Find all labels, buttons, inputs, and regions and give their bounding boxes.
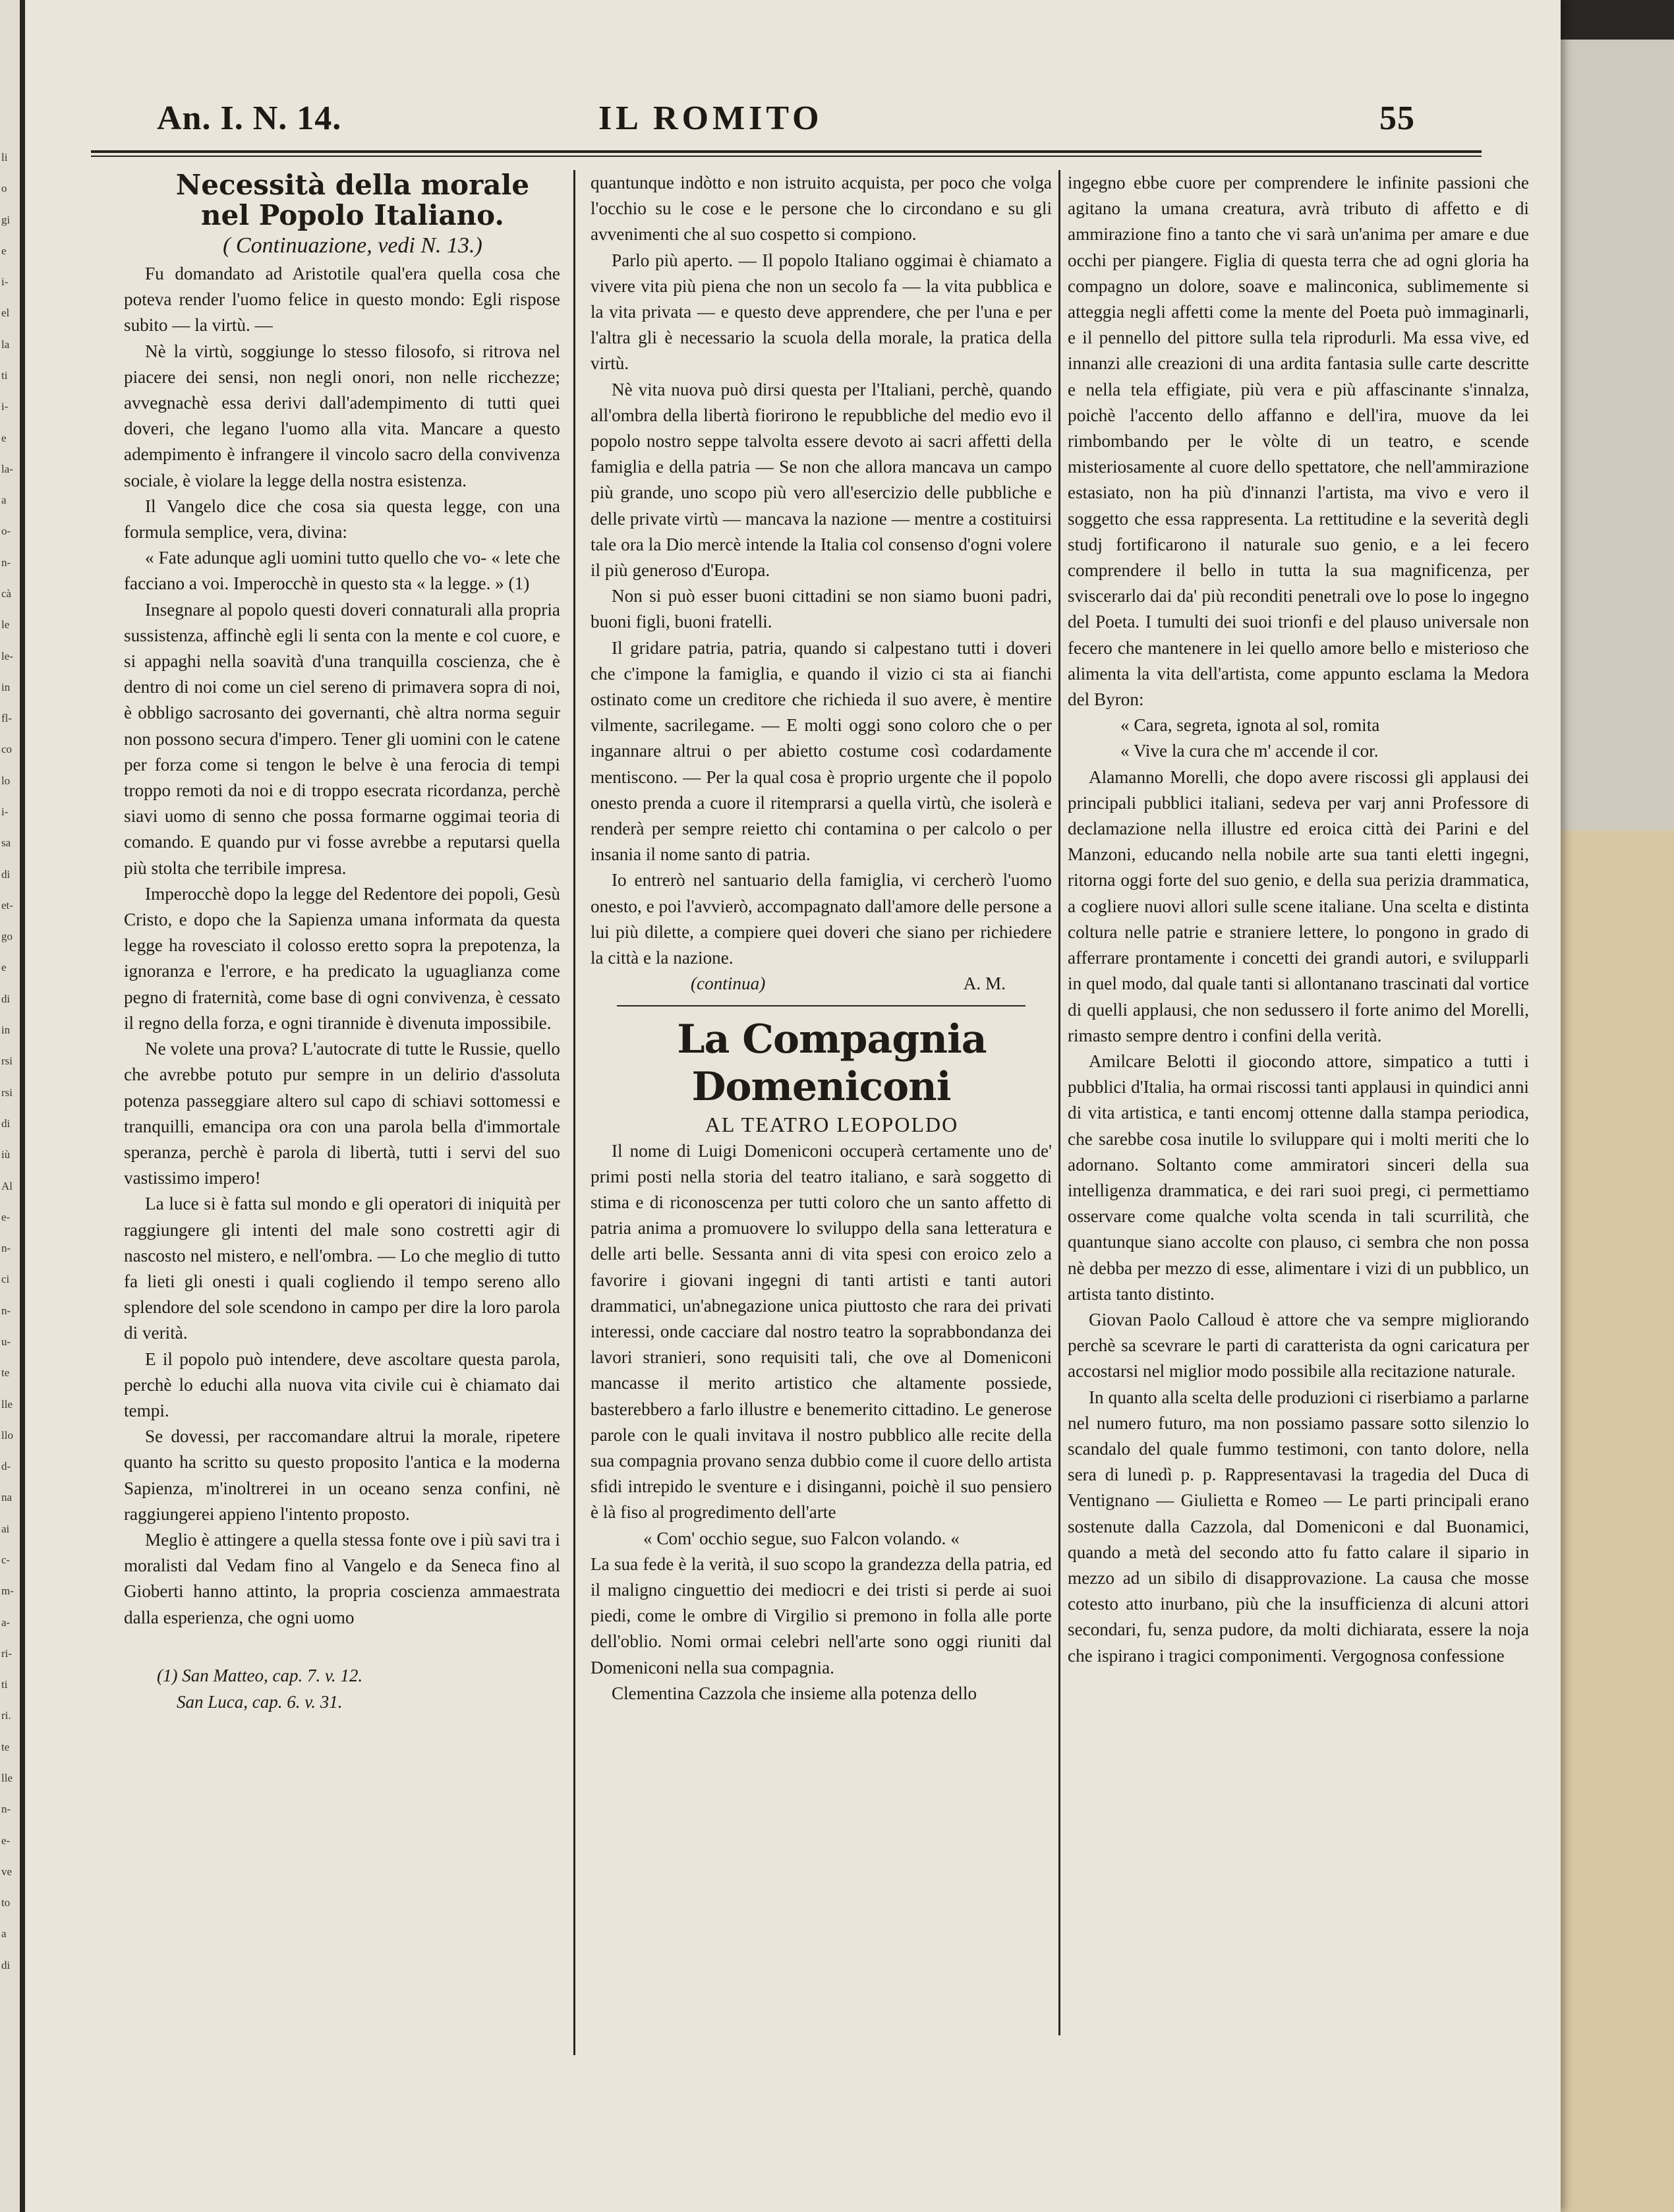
edge-text-fragment: rsi xyxy=(1,1055,13,1068)
edge-text-fragment: lle xyxy=(1,1397,13,1411)
edge-text-fragment: u- xyxy=(1,1335,11,1348)
edge-text-fragment: fl- xyxy=(1,712,13,725)
footnote-line: (1) San Matteo, cap. 7. v. 12. xyxy=(157,1665,363,1685)
newspaper-title: IL ROMITO xyxy=(598,100,823,137)
paragraph: In quanto alla scelta delle produzioni ci riserbiamo a parlarne nel numero futuro, ma non possiamo passare sotto silenzio lo scandalo del quale fummo testimoni, con tanto dolore, nella sera di lunedì p. p. Rappresentavasi la tragedia del Duca di Ventignano — Giulietta e Romeo — Le parti principali erano sostenute dalla Cazzola, dal Domeniconi e dal Buonamici, quando a metà del secondo atto fu fatto calare il sipario in mezzo ad un sibilo di disapprovazione. La causa che mosse cotesto atto inurbano, più che la insufficienza di alcuni attori secondari, fu, senza pudore, da molti dichiarata, essere la noja che ispirano i tragici componimenti. Vergognosa confessione xyxy=(1068,1387,1529,1666)
edge-text-fragment: ai xyxy=(1,1522,10,1535)
edge-text-fragment: di xyxy=(1,867,11,881)
article-subtitle: AL TEATRO LEOPOLDO xyxy=(705,1112,959,1136)
quote: « Cara, segreta, ignota al sol, romita xyxy=(1120,715,1380,736)
continua-label: (continua) xyxy=(691,974,766,994)
paragraph: Il gridare patria, patria, quando si calpestano tutti i doveri che c'impone la famiglia, e quando il vizio ci sta ai fianchi ostinato come un creditore che richieda il suo avere, è mentire vilmente, sacrilegame. — E molti oggi sono coloro che o per ingannare altrui o per abietto costume così codardamente mentiscono. — Per la qual cosa è proprio urgente che il popolo onesto prenda a cuore il ritemprarsi a quella virtù, che isolerà e renderà per sempre reietto chi contamina o per calcolo o per insania il nome santo di patria. xyxy=(591,637,1052,865)
paragraph: Se dovessi, per raccomandare altrui la morale, ripetere quanto ha scritto su questo proposito l'antica e la moderna Sapienza, m'inoltrerei in un oceano senza confini, nè raggiungerei appieno l'intento proposto. xyxy=(124,1426,560,1524)
edge-text-fragment: o- xyxy=(1,525,11,538)
edge-text-fragment: le- xyxy=(1,649,13,662)
edge-text-fragment: gi xyxy=(1,213,11,226)
paragraph: Io entrerò nel santuario della famiglia, vi cercherò l'uomo onesto, e poi l'avvierò, accompagnato dall'amore delle persone a lui più dilette, a compiere quei doveri che siano per richiedere la città e la nazione. xyxy=(591,870,1052,968)
paragraph: Non si può esser buoni cittadini se non siamo buoni padri, buoni figli, buoni fratelli. xyxy=(591,586,1052,632)
masthead-rule-thin xyxy=(91,156,1482,157)
edge-text-fragment: la- xyxy=(1,462,13,475)
edge-text-fragment: sa xyxy=(1,836,11,850)
edge-text-fragment: el xyxy=(1,306,10,320)
edge-text-fragment: ti xyxy=(1,1678,8,1691)
paragraph: Insegnare al popolo questi doveri connaturali alla propria sussistenza, affinchè egli li senta con la mente e col cuore, e si appaghi nella soavità d'una tranquilla coscienza, che è dentro di noi come un ciel sereno di primavera sopra di noi, è obbligo sacrosanto dei governanti, chè altra norma seguir non possono secura d'impero. Tener gli uomini con le catene per forza come si tengon le belve è una ferocia di tempi troppo remoti da noi e di troppo esecrata ricordanza, perchè siavi uomo di senno che possa formarne oggimai teoria di comando. E quando pur vi fosse avrebbe a reputarsi quella più stolta che terribile impresa. xyxy=(124,599,560,878)
column-rule xyxy=(573,170,575,2055)
edge-text-fragment: di xyxy=(1,1117,11,1130)
edge-text-fragment: d- xyxy=(1,1460,11,1473)
column-3 xyxy=(1068,170,1529,1669)
edge-text-fragment: a xyxy=(1,494,7,507)
article-title-line-1: Necessità della morale xyxy=(175,169,530,201)
edge-text-fragment: rsi xyxy=(1,1086,13,1099)
edge-text-fragment: ci xyxy=(1,1273,10,1286)
paragraph: Il Vangelo dice che cosa sia questa legge, con una formula semplice, vera, divina: xyxy=(124,496,560,542)
quote: « Com' occhio segue, suo Falcon volando. « xyxy=(643,1528,960,1548)
edge-text-fragment: la xyxy=(1,337,10,351)
edge-text-fragment: et- xyxy=(1,898,13,912)
paragraph: Nè vita nuova può dirsi questa per l'Italiani, perchè, quando all'ombra della libertà fiorirono le repubbliche del medio evo il popolo nostro seppe talvolta essere devoto ai sacri affetti della famiglia e della patria — Se non che allora mancava un campo più grande, uno scopo più vero all'esercizio delle pubbliche e delle private virtù — mancava la nazione — mentre a costituirsi tale ora la Dio mercè intende la Italia col consenso d'ogni volere il più generoso d'Europa. xyxy=(591,379,1052,581)
edge-text-fragment: e- xyxy=(1,1210,11,1223)
edge-text-fragment: go xyxy=(1,930,13,943)
edge-text-fragment: n- xyxy=(1,556,11,569)
issue-number: An. I. N. 14. xyxy=(157,100,342,137)
article-title-line-2: nel Popolo Italiano. xyxy=(200,199,505,231)
edge-text-fragment: a xyxy=(1,1927,7,1940)
author-signature: A. M. xyxy=(963,974,1006,994)
column-rule xyxy=(1058,170,1060,2035)
edge-text-fragment: in xyxy=(1,680,11,693)
paragraph: Fu domandato ad Aristotile qual'era quella cosa che poteva render l'uomo felice in questo mondo: Egli rispose subito — la virtù. — xyxy=(124,264,560,335)
edge-text-fragment: e xyxy=(1,431,7,444)
edge-text-fragment: to xyxy=(1,1896,11,1909)
paragraph: Il nome di Luigi Domeniconi occuperà certamente uno de' primi posti nella storia del teatro italiano, e sarà soggetto di stima e di riconoscenza per tutti coloro che un santo affetto di patria anima a promuovere lo sviluppo della sana letteratura e delle arti belle. Sessanta anni di vita spesi con eroico zelo a favorire i giovani ingegni di tanti artisti e tanti autori drammatici, un'abnegazione unica piuttosto che rara dei privati interessi, onde cacciare dal nostro teatro la soprabbondanza dei lavori stranieri, sono requisiti tali, che ove al Domeniconi mancasse il merito artistico che altamente possiede, basterebbero a farlo illustre e benemerito cittadino. Le generose parole con le quali invitava il nostro pubblico alle recite della sua compagnia provano senza dubbio come il cuore dello artista sfidi intrepido le sventure e i disinganni, poichè il suo pensiero è là fiso al progredimento dell'arte xyxy=(591,1140,1052,1523)
edge-text-fragment: in xyxy=(1,1024,11,1037)
paragraph: Imperocchè dopo la legge del Redentore dei popoli, Gesù Cristo, e dopo che la Sapienza umana informata da questa legge ha rovesciato il colosso eretto sopra la prepotenza, la ignoranza e l'errore, e ha predicato la uguaglianza come pegno di fraternità, come base di ogni convivenza, è cessato il regno della forza, e ogni tirannide è divenuta impossibile. xyxy=(124,883,560,1033)
edge-text-fragment: o xyxy=(1,182,7,195)
edge-text-fragment: lo xyxy=(1,774,11,787)
edge-text-fragment: e xyxy=(1,961,7,974)
paragraph: « Fate adunque agli uomini tutto quello che vo- « lete che facciano a voi. Imperocchè in questo sta « la legge. » (1) xyxy=(124,548,560,594)
paragraph: La luce si è fatta sul mondo e gli operatori di iniquità per raggiungere gli intenti del male sono costretti agir di nascosto nel mistero, e nell'ombra. — Lo che meglio di tutto fa lieti gli onesti i quali cogliendo il tempo sereno allo splendore del sole scendono in campo per dire la loro parola di verità. xyxy=(124,1194,560,1343)
edge-text-fragment: ve xyxy=(1,1865,13,1878)
paragraph: Alamanno Morelli, che dopo avere riscossi gli applausi dei principali pubblici italiani, sedeva per varj anni Professore di declamazione nella illustre ed eroica città dei Parini e del Manzoni, educando nella nobile arte sua tanti eletti ingegni, ritorna oggi forte del suo genio, e della sua perizia drammatica, a cogliere nuovi allori sulle scene italiane. Una scelta e distinta coltura nelle patrie e straniere lettere, lo pongono in grado di afferrare prontamente i concetti dei grandi autori, e svilupparli in quel modo, dal quale tanti si allontanano trascinati dal vortice di quelli applausi, che non sedussero il forte animo del Morelli, rimasto sempre dentro i confini della verità. xyxy=(1068,767,1529,1045)
edge-text-fragment: e- xyxy=(1,1834,11,1847)
column-1 xyxy=(124,170,560,1715)
paragraph: Clementina Cazzola che insieme alla potenza dello xyxy=(612,1683,977,1703)
article-title: La Compagnia Domeniconi xyxy=(677,1016,987,1110)
edge-text-fragment: n- xyxy=(1,1242,11,1255)
edge-text-fragment: li xyxy=(1,151,8,163)
edge-text-fragment: iù xyxy=(1,1148,11,1161)
edge-text-fragment: i- xyxy=(1,400,9,413)
paragraph: Amilcare Belotti il giocondo attore, simpatico a tutti i pubblici d'Italia, ha ormai riscossi tanti applausi in quindici anni di vita artistica, e tanti encomj ottenne dalla stampa periodica, che sarebbe cosa inutile lo sviluppare qui i molti meriti che lo adornano. Soltanto come ammiratori sinceri della sua intelligenza drammatica, e dei rari suoi pregi, ci permettiamo osservare come qualche volta scenda in tali scurrilità, che quantunque siano accolte con plauso, ci sembra che non possa nè debba per mezzo di esse, alimentare i vizi di un pubblico, un artista tanto distinto. xyxy=(1068,1051,1529,1304)
signature-line xyxy=(591,971,1052,997)
edge-text-fragment: n- xyxy=(1,1803,11,1816)
edge-text-fragment: na xyxy=(1,1491,13,1504)
article-subtitle: ( Continuazione, vedi N. 13.) xyxy=(223,233,482,258)
column-2 xyxy=(591,170,1052,1706)
newspaper-page xyxy=(25,0,1561,2212)
edge-text-fragment: ri. xyxy=(1,1709,11,1722)
edge-text-fragment: llo xyxy=(1,1428,13,1441)
edge-text-fragment: a- xyxy=(1,1615,11,1629)
edge-text-fragment: c- xyxy=(1,1553,11,1566)
page-number: 55 xyxy=(1379,100,1415,137)
paragraph: Parlo più aperto. — Il popolo Italiano oggimai è chiamato a vivere vita più piena che non un secolo fa — la vita pubblica e la vita privata — e questo deve apprendere, che per l'una e per l'altra gli è necessario la scuola della morale, la pratica della virtù. xyxy=(591,250,1052,374)
edge-text-fragment: le xyxy=(1,618,10,631)
edge-text-fragment: i- xyxy=(1,805,9,819)
edge-text-fragment: di xyxy=(1,1958,11,1971)
paragraph: quantunque indòtto e non istruito acquista, per poco che volga l'occhio su le cose e le persone che lo circondano e su gli avvenimenti che al suo cospetto si compiono. xyxy=(591,173,1052,245)
paragraph: E il popolo può intendere, deve ascoltare questa parola, perchè lo educhi alla nuova vita civile cui è chiamato dai tempi. xyxy=(124,1349,560,1420)
edge-text-fragment: te xyxy=(1,1740,10,1753)
footnote xyxy=(124,1662,560,1715)
edge-text-fragment: lle xyxy=(1,1771,13,1784)
paragraph: Meglio è attingere a quella stessa fonte ove i più savi tra i moralisti dal Vedam fino al Vangelo e da Seneca fino al Gioberti hanno attinto, la propria coscienza ammaestrata dalla esperienza, che ogni uomo xyxy=(124,1529,560,1627)
masthead-rule xyxy=(91,150,1482,153)
edge-text-fragment: i- xyxy=(1,276,9,289)
footnote-line: San Luca, cap. 6. v. 31. xyxy=(177,1691,343,1712)
edge-text-fragment: di xyxy=(1,992,11,1005)
edge-text-fragment: m- xyxy=(1,1585,14,1598)
edge-text-fragment: e xyxy=(1,244,7,257)
edge-text-fragment: Al xyxy=(1,1179,13,1192)
article-separator xyxy=(617,1005,1025,1006)
paragraph: La sua fede è la verità, il suo scopo la grandezza della patria, ed il maligno cinguettio dei mediocri e dei tristi si perde ai suoi piedi, come le ombre di Virgilio si premono in folla alle porte dell'oblio. Nomi ormai celebri nell'arte sono oggi riuniti dal Domeniconi nella sua compagnia. xyxy=(591,1554,1052,1677)
paragraph: Giovan Paolo Calloud è attore che va sempre migliorando perchè sa scevrare le parti di caratterista da ogni caricatura per accostarsi nel miglior modo possibile alla recitazione naturale. xyxy=(1068,1309,1529,1382)
paragraph: Nè la virtù, soggiunge lo stesso filosofo, si ritrova nel piacere dei sensi, non negli onori, non nelle ricchezze; avvegnachè essa derivi dall'adempimento di tutti quei doveri, che legano l'uomo alla vita. Mancare a questo adempimento è infrangere il vincolo sacro della convivenza sociale, è violare la legge della nostra esistenza. xyxy=(124,341,560,490)
edge-text-fragment: te xyxy=(1,1366,10,1380)
paragraph: Ne volete una prova? L'autocrate di tutte le Russie, quello che avrebbe potuto pur sempre in un delirio d'assoluta potenza passeggiare altero sul capo di schiavi sottomessi e tranquilli, emancipa ora con una parola bella d'immortale speranza, perchè è parola di libertà, tutti i servi del suo vastissimo impero! xyxy=(124,1039,560,1188)
previous-page-edge xyxy=(0,0,20,2212)
edge-text-fragment: n- xyxy=(1,1304,11,1317)
quote: « Vive la cura che m' accende il cor. xyxy=(1120,741,1379,761)
edge-text-fragment: cà xyxy=(1,587,12,600)
edge-text-fragment: co xyxy=(1,743,13,756)
paragraph: ingegno ebbe cuore per comprendere le infinite passioni che agitano la umana creatura, avrà tributo di affetto e di ammirazione fino a tanto che vi sarà un'anima per amare e due occhi per piangere. Figlia di questa terra che ad ogni gloria ha compagno un dolore, soave e malinconica, sublimemente si atteggia negli affetti come la mente del Poeta può immaginarli, e il pennello del pittore sulla tela riprodurli. Ma essa vive, ed innanzi alle creazioni di una ardita fantasia sulle carte descritte e nella tela effigiate, più vera e più affascinante s'innalza, poichè l'accento dello affanno e dell'ira, muove da lei rimbombando per le vòlte di un teatro, e scende misteriosamente al cuore dello spettatore, che nell'ammirazione estasiato, non ha più d'innanzi l'artista, ma vivo e vero il soggetto che essa rappresenta. La rettitudine e la severità degli studj fortificarono il naturale suo genio, e a lei fecero comprendere il bello in tutta la sua magnificenza, per sviscerarlo dai da' più reconditi penetrali ove lo pose lo ingegno del Poeta. I tumulti dei suoi trionfi e del plauso universale non fecero che mantenere in lei quello amore bello e misterioso che alimenta la vita dell'artista, come appunto esclama la Medora del Byron: xyxy=(1068,173,1529,710)
edge-text-fragment: ti xyxy=(1,369,8,382)
edge-text-fragment: ri- xyxy=(1,1646,13,1660)
